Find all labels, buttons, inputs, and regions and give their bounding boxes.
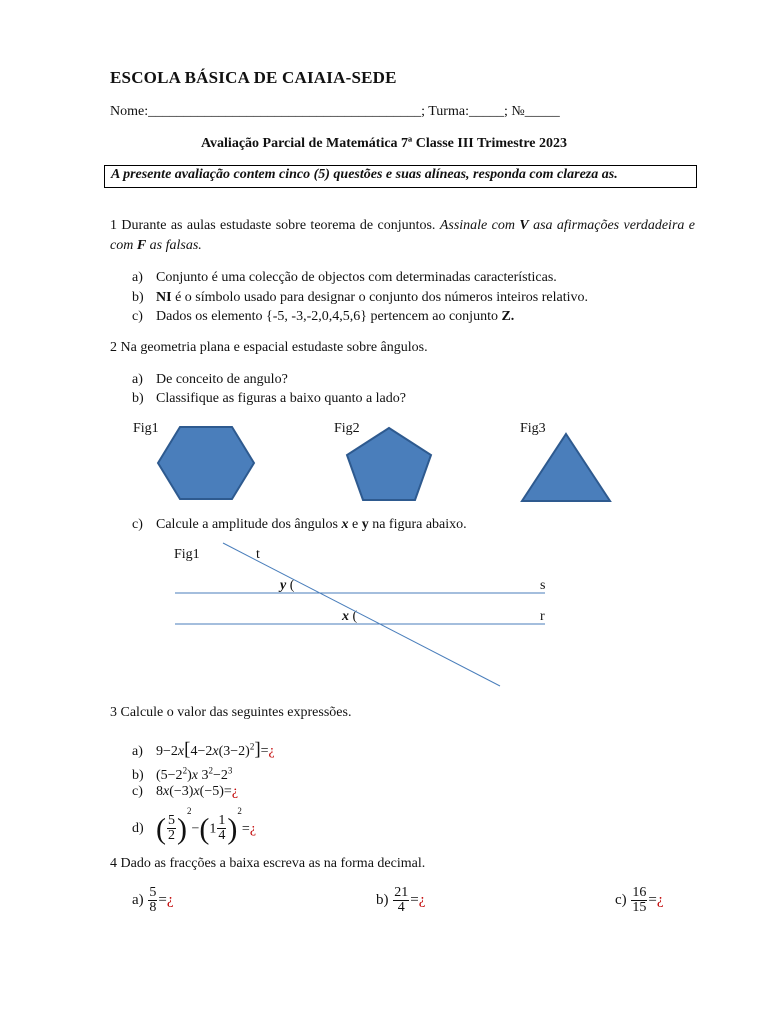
q2-c-text-a: Calcule a amplitude dos ângulos: [156, 517, 342, 532]
q3-b-expression: $(5-2^2)x$ $3^2-2^3$: [156, 765, 233, 783]
q3-b-marker: b): [132, 767, 144, 783]
q4-b-answer-mark: ¿: [418, 892, 426, 908]
q3-item-a: [132, 737, 275, 761]
line-s-label: s: [540, 578, 546, 593]
q4-c-answer-mark: ¿: [656, 892, 664, 908]
q1-b-text: é o símbolo usado para designar o conjunto dos números inteiros relativo.: [171, 290, 588, 305]
instructions-text: A presente avaliação contem cinco (5) questões e suas alíneas, responda com clareza as.: [111, 167, 618, 182]
angle-y-label: y: [280, 578, 287, 593]
q3-a-marker: a): [132, 743, 143, 759]
q4-b-denominator: 4: [397, 900, 405, 915]
lines-fig-label: Fig1: [174, 547, 200, 562]
q4-item-b: [376, 886, 425, 915]
q2-c-x: x: [341, 517, 349, 532]
q4-b-numerator: 21: [394, 885, 409, 900]
q2-c-and: e: [348, 517, 362, 532]
q3-intro: 3 Calcule o valor das seguintes expressões.: [110, 705, 352, 720]
q1-b-marker: b): [132, 290, 144, 305]
q3-a-equals: =: [260, 743, 269, 759]
q4-intro: 4 Dado as fracções a baixa escreva as na forma decimal.: [110, 856, 426, 871]
q4-b-marker: b): [376, 892, 389, 908]
q4-item-c: [615, 886, 664, 915]
q2-c-text-b: na figura abaixo.: [368, 517, 467, 532]
q1-true-symbol: V: [519, 218, 529, 233]
q2-b-text: Classifique as figuras a baixo quanto a lado?: [156, 391, 406, 406]
q2-a-text: De conceito de angulo?: [156, 372, 288, 387]
q1-a-marker: a): [132, 270, 143, 285]
fig2-label: Fig2: [334, 421, 360, 436]
q3-d-expression: ( $\frac{5}{2}$ )$^2$−(1 $\frac{1}{4}$ )$^2$: [156, 806, 242, 846]
angle-y-arc: (: [289, 578, 295, 593]
q4-a-numerator: 5: [149, 885, 157, 900]
q4-c-marker: c): [615, 892, 627, 908]
line-r-label: r: [540, 609, 545, 624]
q1-a-text: Conjunto é uma colecção de objectos com determinadas características.: [156, 270, 557, 285]
transversal-label: t: [256, 547, 260, 562]
student-info-line: Nome:_______________________________________; Turma:_____; №_____: [110, 104, 560, 119]
q1-b-symbol: NI: [156, 290, 172, 305]
q3-item-d: [132, 802, 257, 846]
q3-d-equals: =: [241, 821, 250, 837]
q1-intro-plain: 1 Durante as aulas estudaste sobre teorema de conjuntos.: [110, 218, 440, 233]
q4-a-marker: a): [132, 892, 144, 908]
q3-c-expression: 8x(−3)x(−5): [156, 784, 224, 799]
q4-a-equals: =: [158, 892, 167, 908]
q1-false-symbol: F: [136, 238, 147, 253]
q1-intro-italic-a: Assinale com: [439, 218, 520, 233]
q3-d-marker: d): [132, 821, 144, 837]
q4-item-a: [132, 886, 174, 915]
q2-a-marker: a): [132, 372, 143, 387]
q1-c-set: Z.: [501, 309, 515, 324]
fig3-label: Fig3: [520, 421, 546, 436]
q1-intro-italic-b: asa afirmações verdadeira e com: [110, 218, 695, 253]
q3-d-answer-mark: ¿: [249, 821, 257, 837]
fig1-label: Fig1: [133, 421, 159, 436]
q3-c-marker: c): [132, 784, 143, 799]
q1-intro-italic-c: as falsas.: [146, 238, 202, 253]
q2-c-y: y: [361, 517, 369, 532]
q3-item-c: [132, 782, 238, 801]
angle-x-arc: (: [352, 609, 358, 624]
q2-c-marker: c): [132, 517, 143, 532]
exam-title: Avaliação Parcial de Matemática 7ª Classe III Trimestre 2023: [200, 136, 568, 151]
q4-c-denominator: 15: [632, 900, 647, 915]
transversal-t: [223, 543, 500, 686]
q4-a-answer-mark: ¿: [166, 892, 174, 908]
q1-c-marker: c): [132, 309, 143, 324]
school-name: ESCOLA BÁSICA DE CAIAIA-SEDE: [110, 68, 397, 87]
q3-a-answer-mark: ¿: [268, 743, 275, 759]
q2-b-marker: b): [132, 391, 144, 406]
q1-c-text: Dados os elemento {-5, -3,-2,0,4,5,6} pertencem ao conjunto: [156, 309, 502, 324]
q2-intro: 2 Na geometria plana e espacial estudaste sobre ângulos.: [110, 340, 428, 355]
q3-c-equals: =: [223, 784, 232, 799]
q3-c-answer-mark: ¿: [231, 784, 239, 799]
angle-x-label: x: [342, 609, 349, 624]
q4-c-numerator: 16: [632, 885, 647, 900]
q4-c-equals: =: [648, 892, 657, 908]
q4-b-equals: =: [410, 892, 419, 908]
q4-a-denominator: 8: [149, 900, 157, 915]
q3-a-expression: $9-2x[4-2x(3-2)^2]$: [156, 738, 261, 760]
